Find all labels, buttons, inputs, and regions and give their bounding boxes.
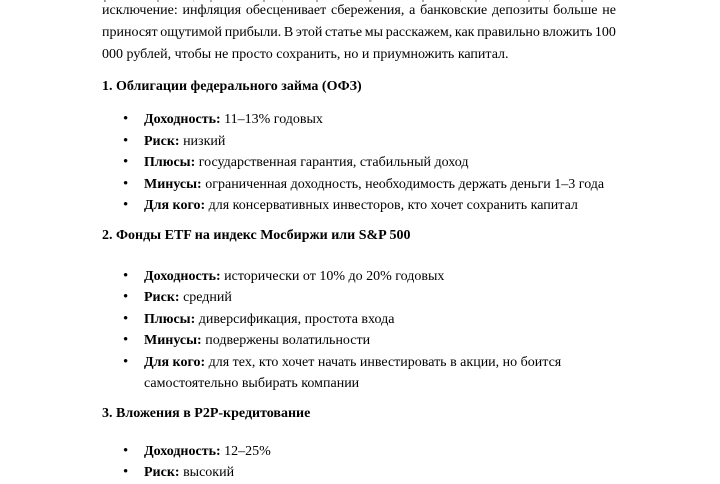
bullet-icon: • bbox=[123, 132, 129, 149]
item-label: Риск: bbox=[144, 290, 180, 305]
item-label: Доходность: bbox=[144, 112, 221, 127]
item-text: диверсификация, простота входа bbox=[198, 311, 395, 327]
section-heading: 2. Фонды ETF на индекс Мосбиржи или S&P 500 bbox=[102, 227, 411, 243]
item-label: Для кого: bbox=[144, 198, 206, 213]
list-item bbox=[102, 266, 616, 288]
bullet-icon: • bbox=[123, 289, 129, 305]
list-item bbox=[102, 109, 616, 131]
intro-paragraph bbox=[102, 0, 616, 66]
list-item bbox=[102, 195, 616, 217]
item-text: исторически от 10% до 20% годовых bbox=[224, 268, 445, 284]
bullet-icon: • bbox=[123, 332, 129, 348]
bullet-icon: • bbox=[123, 111, 129, 127]
item-label: Доходность: bbox=[144, 268, 221, 284]
document-section bbox=[102, 76, 616, 217]
item-text: 12–25% bbox=[224, 443, 271, 459]
item-label: Риск: bbox=[144, 465, 180, 480]
item-label: Для кого: bbox=[144, 354, 206, 370]
item-text: низкий bbox=[183, 133, 226, 149]
item-label: Плюсы: bbox=[144, 311, 196, 327]
item-text: высокий bbox=[183, 465, 235, 480]
clipped-text-remnant bbox=[104, 0, 604, 2]
document-section bbox=[102, 403, 616, 484]
item-text: для консервативных инвесторов, кто хочет сохранить капитал bbox=[208, 198, 578, 213]
bullet-icon: • bbox=[123, 353, 129, 370]
item-text: для тех, кто хочет начать инвестировать в акции, но боится самостоятельно выбирать компании bbox=[144, 354, 562, 391]
item-label: Минусы: bbox=[144, 176, 202, 192]
bullet-list bbox=[102, 109, 616, 217]
intro-line: исключение: инфляция обесценивает сбережения, а банковские депозиты больше не bbox=[102, 3, 616, 18]
item-text: государственная гарантия, стабильный доход bbox=[198, 155, 469, 170]
item-text: подвержены волатильности bbox=[205, 333, 371, 348]
item-label: Минусы: bbox=[144, 333, 202, 348]
section-heading: 1. Облигации федерального займа (ОФЗ) bbox=[102, 79, 362, 94]
bullet-list bbox=[102, 441, 616, 484]
list-item bbox=[102, 352, 616, 395]
item-label: Доходность: bbox=[144, 443, 221, 459]
bullet-icon: • bbox=[123, 267, 129, 284]
item-text: средний bbox=[183, 290, 232, 305]
item-text: ограниченная доходность, необходимость держать деньги 1–3 года bbox=[205, 176, 605, 192]
intro-line: приносят ощутимой прибыли. В этой статье мы расскажем, как правильно вложить 100 bbox=[102, 25, 616, 40]
intro-line: 000 рублей, чтобы не просто сохранить, но и приумножить капитал. bbox=[102, 47, 509, 62]
list-item bbox=[102, 131, 616, 153]
list-item bbox=[102, 152, 616, 174]
item-label: Риск: bbox=[144, 133, 180, 149]
bullet-icon: • bbox=[123, 442, 129, 459]
bullet-icon: • bbox=[123, 175, 129, 192]
list-item bbox=[102, 441, 616, 463]
sections-container bbox=[102, 76, 616, 484]
bullet-list bbox=[102, 266, 616, 395]
list-item bbox=[102, 174, 616, 196]
list-item bbox=[102, 287, 616, 309]
document-page bbox=[102, 0, 616, 484]
list-item bbox=[102, 309, 616, 331]
section-heading: 3. Вложения в P2P-кредитование bbox=[102, 405, 311, 421]
bullet-icon: • bbox=[123, 197, 129, 213]
item-text: 11–13% годовых bbox=[224, 112, 323, 127]
bullet-icon: • bbox=[123, 154, 129, 170]
document-section bbox=[102, 225, 616, 395]
bullet-icon: • bbox=[123, 464, 129, 480]
bullet-icon: • bbox=[123, 310, 129, 327]
list-item bbox=[102, 462, 616, 484]
item-label: Плюсы: bbox=[144, 155, 196, 170]
list-item bbox=[102, 330, 616, 352]
